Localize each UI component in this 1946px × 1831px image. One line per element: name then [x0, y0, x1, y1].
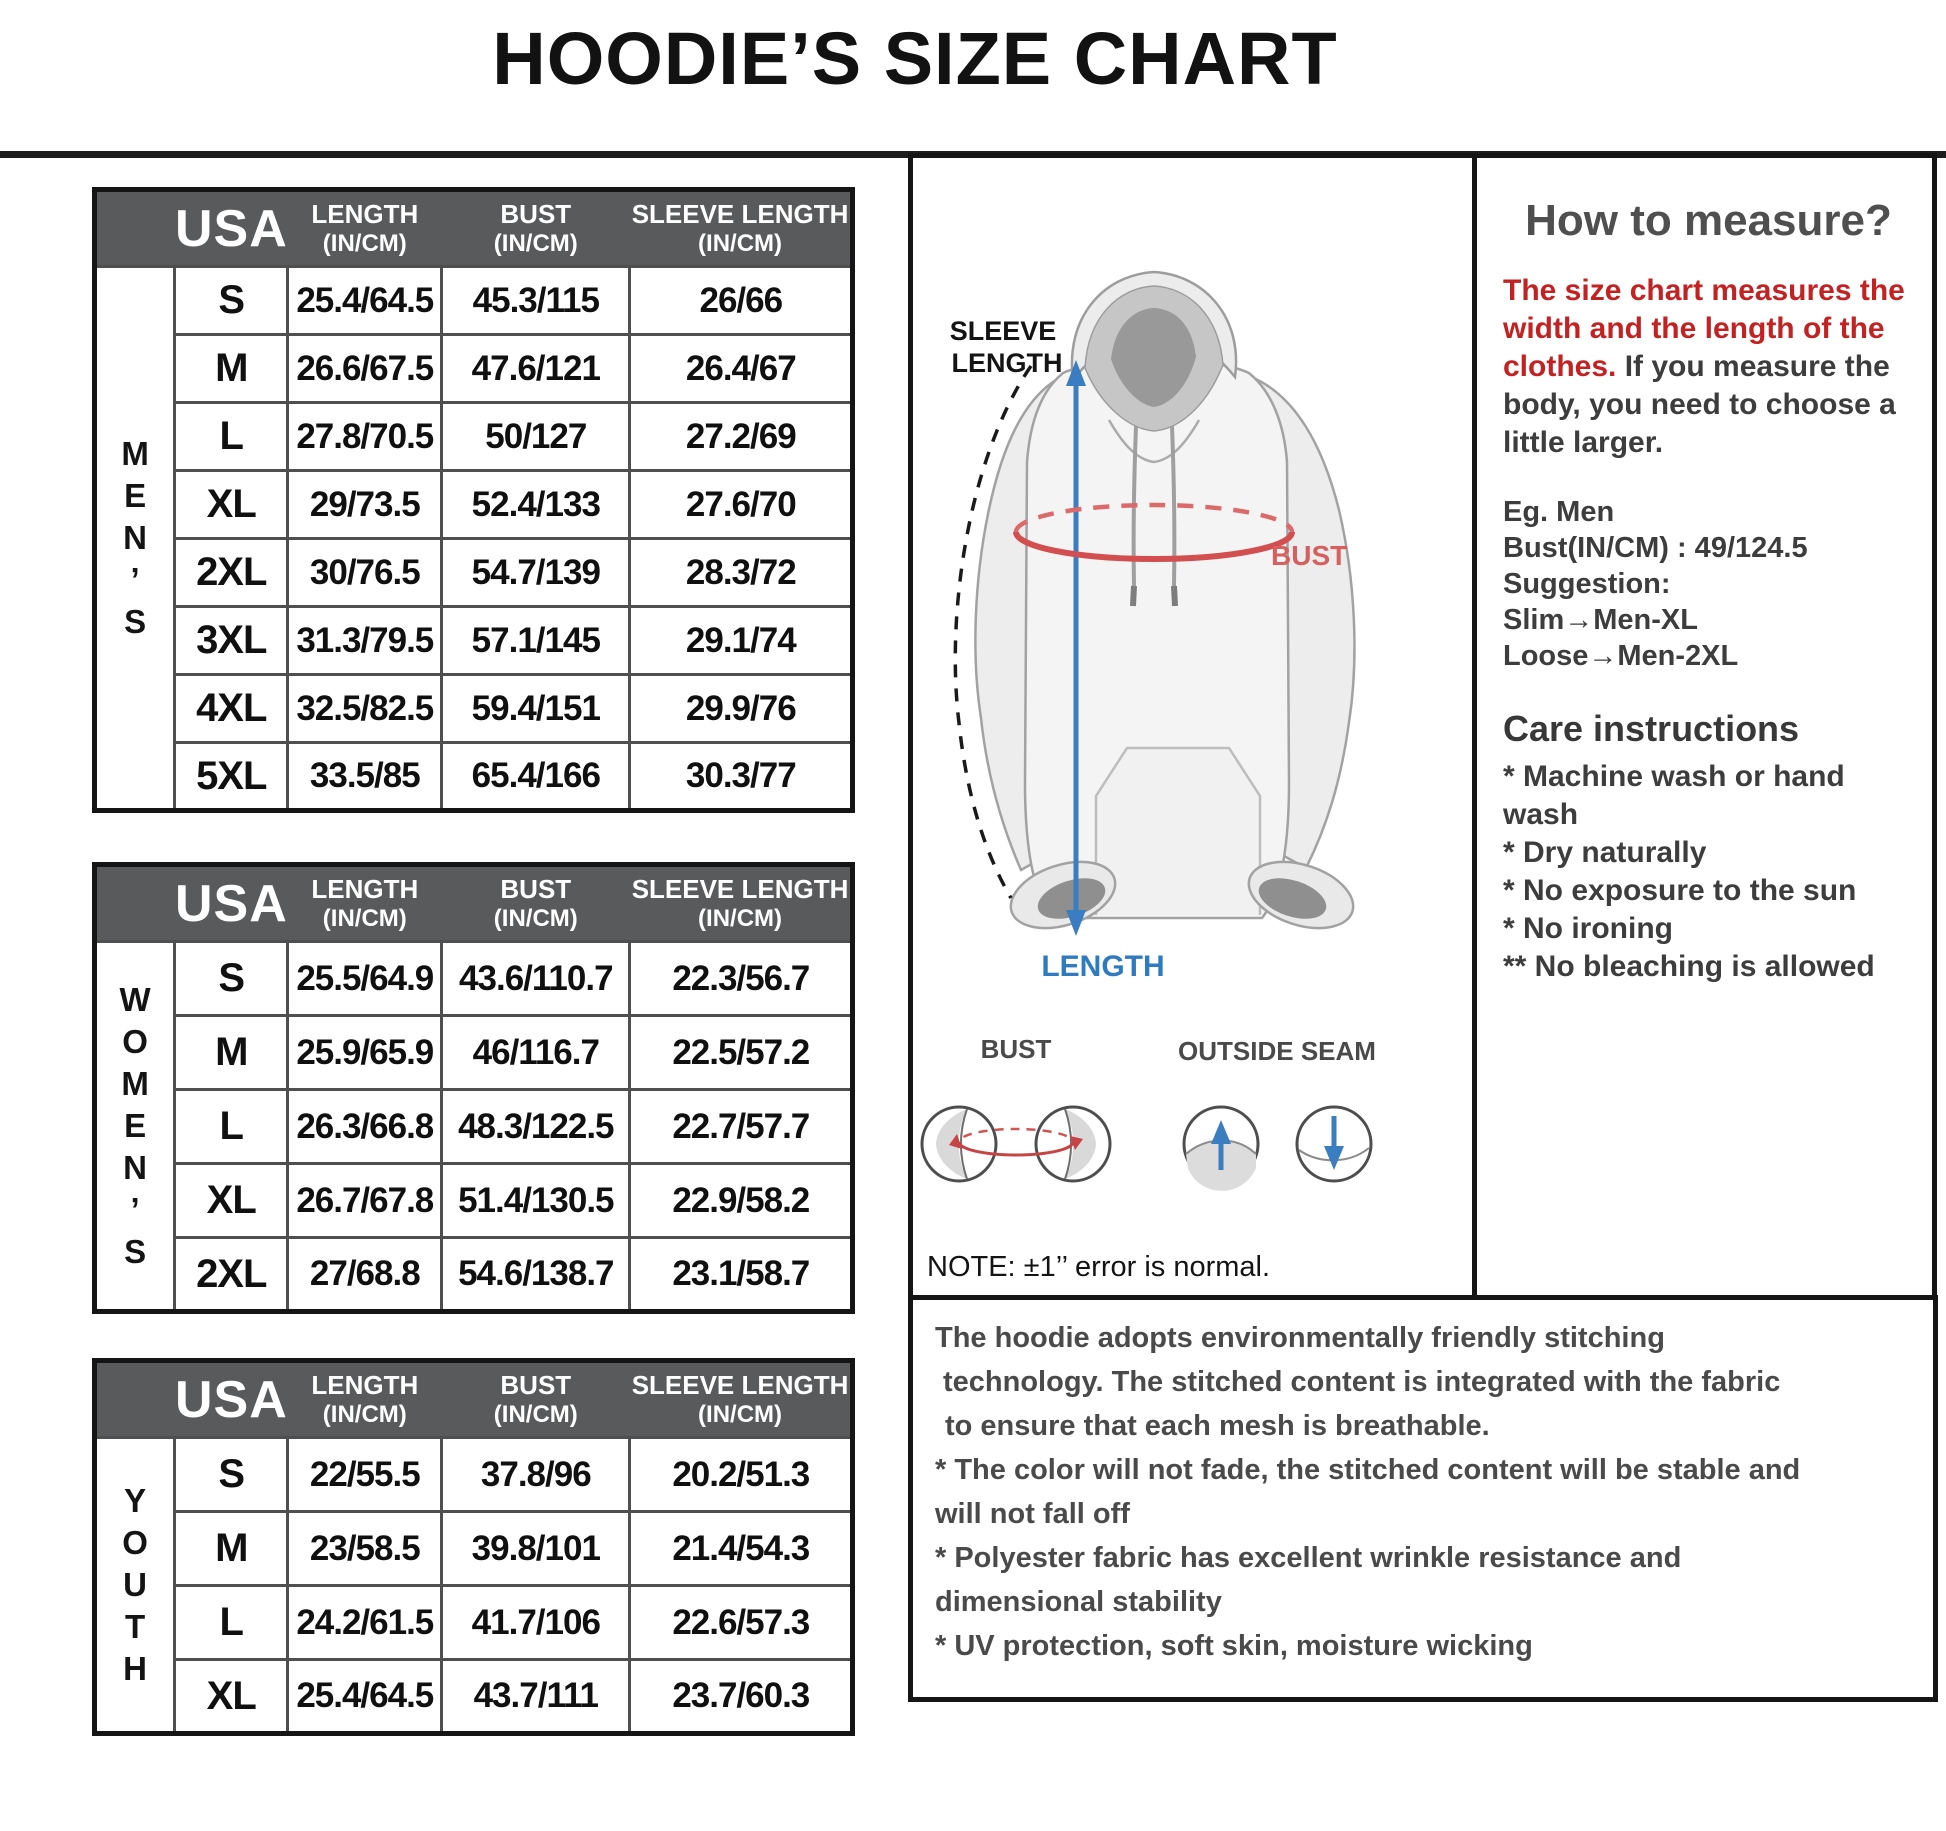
measurement-cell: 25.4/64.5 [288, 267, 442, 335]
bust-measure-diagram-icon [922, 1107, 1110, 1181]
size-row [95, 942, 853, 1016]
description-line: * The color will not fade, the stitched content will be stable and [935, 1454, 1801, 1486]
measurement-cell: 26.4/67 [630, 335, 853, 403]
care-line: * Machine wash or hand wash [1503, 760, 1845, 831]
hoodie-illustration [913, 158, 1472, 1295]
measure-intro-red: The size chart measures the width and the length of the clothes. [1503, 274, 1905, 383]
group-label: Y O U T H [95, 1438, 175, 1734]
measurement-cell: 43.6/110.7 [442, 942, 630, 1016]
care-line: * No ironing [1503, 912, 1673, 945]
column-header: BUST (IN/CM) [442, 865, 630, 942]
measurement-cell: 21.4/54.3 [630, 1512, 853, 1586]
measurement-cell: 52.4/133 [442, 471, 630, 539]
measurement-cell: 26.6/67.5 [288, 335, 442, 403]
size-row [95, 1016, 853, 1090]
measurement-cell: 22.9/58.2 [630, 1164, 853, 1238]
example-line: Eg. Men [1503, 496, 1615, 528]
measurement-cell: 24.2/61.5 [288, 1586, 442, 1660]
drawstring-tip [1133, 586, 1134, 606]
measurement-cell: 59.4/151 [442, 675, 630, 743]
size-row [95, 471, 853, 539]
size-row [95, 1512, 853, 1586]
outside-seam-label: OUTSIDE SEAM [1178, 1036, 1376, 1066]
size-cell: 4XL [175, 675, 288, 743]
care-line: * No exposure to the sun [1503, 874, 1857, 907]
description-line: dimensional stability [935, 1586, 1222, 1618]
size-row [95, 743, 853, 811]
measurement-cell: 23.7/60.3 [630, 1660, 853, 1734]
fabric-description-panel [908, 1295, 1938, 1702]
measurement-cell: 50/127 [442, 403, 630, 471]
drawstring-tip [1174, 586, 1175, 606]
page-title: HOODIE’S SIZE CHART [492, 17, 1338, 100]
measurement-cell: 47.6/121 [442, 335, 630, 403]
example-line: Suggestion: [1503, 568, 1671, 600]
column-header: BUST (IN/CM) [442, 190, 630, 267]
size-row [95, 1586, 853, 1660]
measurement-cell: 37.8/96 [442, 1438, 630, 1512]
measurement-cell: 27/68.8 [288, 1238, 442, 1312]
description-line: * UV protection, soft skin, moisture wicking [935, 1630, 1533, 1662]
example-line: Bust(IN/CM) : 49/124.5 [1503, 532, 1808, 564]
measurement-cell: 45.3/115 [442, 267, 630, 335]
care-line: * Dry naturally [1503, 836, 1707, 869]
table-header-row [95, 190, 853, 267]
measurement-cell: 54.7/139 [442, 539, 630, 607]
measurement-cell: 26/66 [630, 267, 853, 335]
sleeve-length-label: SLEEVE [949, 316, 1057, 346]
measurement-cell: 25.9/65.9 [288, 1016, 442, 1090]
size-row [95, 267, 853, 335]
outside-seam-diagram-icon [1184, 1107, 1371, 1191]
size-cell: L [175, 1090, 288, 1164]
measurement-cell: 26.3/66.8 [288, 1090, 442, 1164]
example-line: Slim→Men-XL [1503, 604, 1698, 636]
column-header: SLEEVE LENGTH (IN/CM) [630, 865, 853, 942]
column-header: LENGTH (IN/CM) [288, 190, 442, 267]
care-instructions [1503, 758, 1914, 986]
column-header: BUST (IN/CM) [442, 1361, 630, 1438]
measurement-cell: 31.3/79.5 [288, 607, 442, 675]
group-label: M E N ’ S [95, 267, 175, 811]
measurement-diagram-panel [908, 153, 1477, 1300]
table-header-row [95, 865, 853, 942]
size-row [95, 1090, 853, 1164]
measurement-cell: 20.2/51.3 [630, 1438, 853, 1512]
kangaroo-pocket [1096, 748, 1260, 915]
size-row [95, 403, 853, 471]
measurement-cell: 32.5/82.5 [288, 675, 442, 743]
size-row [95, 1438, 853, 1512]
care-line: ** No bleaching is allowed [1503, 950, 1875, 983]
usa-header: USA [95, 1361, 288, 1438]
size-row [95, 539, 853, 607]
measurement-cell: 26.7/67.8 [288, 1164, 442, 1238]
size-row [95, 675, 853, 743]
description-line: will not fall off [935, 1498, 1130, 1530]
measurement-cell: 54.6/138.7 [442, 1238, 630, 1312]
measurement-cell: 22.7/57.7 [630, 1090, 853, 1164]
size-cell: 2XL [175, 1238, 288, 1312]
youth-size-table [92, 1358, 855, 1736]
size-cell: S [175, 1438, 288, 1512]
size-cell: XL [175, 1660, 288, 1734]
bust-diagram-label: BUST [980, 1034, 1052, 1064]
description-line: to ensure that each mesh is breathable. [945, 1410, 1490, 1442]
measurement-cell: 28.3/72 [630, 539, 853, 607]
size-cell: S [175, 267, 288, 335]
measurement-cell: 23.1/58.7 [630, 1238, 853, 1312]
care-heading: Care instructions [1503, 708, 1800, 749]
measure-intro [1503, 272, 1914, 462]
sleeve-length-label: LENGTH [951, 348, 1063, 378]
size-row [95, 607, 853, 675]
measurement-cell: 29/73.5 [288, 471, 442, 539]
measurement-cell: 65.4/166 [442, 743, 630, 811]
bust-garment-label: BUST [1271, 540, 1348, 571]
size-cell: XL [175, 1164, 288, 1238]
usa-header: USA [95, 190, 288, 267]
usa-header: USA [95, 865, 288, 942]
size-cell: 5XL [175, 743, 288, 811]
size-row [95, 1238, 853, 1312]
column-header: SLEEVE LENGTH (IN/CM) [630, 190, 853, 267]
size-cell: M [175, 1512, 288, 1586]
measurement-cell: 23/58.5 [288, 1512, 442, 1586]
measurement-cell: 51.4/130.5 [442, 1164, 630, 1238]
size-cell: 3XL [175, 607, 288, 675]
measurement-cell: 33.5/85 [288, 743, 442, 811]
how-to-measure-panel [1472, 153, 1937, 1300]
measurement-cell: 27.2/69 [630, 403, 853, 471]
length-label: LENGTH [1041, 950, 1165, 983]
measure-intro-gray: If you measure the body, you need to choose a little larger. [1503, 350, 1896, 459]
size-cell: M [175, 335, 288, 403]
size-row [95, 1164, 853, 1238]
measurement-cell: 29.9/76 [630, 675, 853, 743]
measure-example [1503, 494, 1914, 674]
measurement-cell: 41.7/106 [442, 1586, 630, 1660]
measurement-cell: 27.8/70.5 [288, 403, 442, 471]
drawstring-right [1172, 426, 1174, 586]
measurement-cell: 27.6/70 [630, 471, 853, 539]
measurement-cell: 25.4/64.5 [288, 1660, 442, 1734]
group-label: W O M E N ’ S [95, 942, 175, 1312]
column-header: LENGTH (IN/CM) [288, 1361, 442, 1438]
measurement-cell: 30/76.5 [288, 539, 442, 607]
size-cell: L [175, 403, 288, 471]
column-header: LENGTH (IN/CM) [288, 865, 442, 942]
measurement-cell: 22/55.5 [288, 1438, 442, 1512]
how-to-measure-heading: How to measure? [1525, 196, 1892, 245]
size-cell: XL [175, 471, 288, 539]
measurement-cell: 22.5/57.2 [630, 1016, 853, 1090]
size-cell: M [175, 1016, 288, 1090]
measurement-cell: 57.1/145 [442, 607, 630, 675]
description-line: * Polyester fabric has excellent wrinkle resistance and [935, 1542, 1682, 1574]
description-line: The hoodie adopts environmentally friendly stitching [935, 1322, 1665, 1354]
column-header: SLEEVE LENGTH (IN/CM) [630, 1361, 853, 1438]
measurement-cell: 22.3/56.7 [630, 942, 853, 1016]
size-cell: 2XL [175, 539, 288, 607]
measurement-cell: 29.1/74 [630, 607, 853, 675]
table-header-row [95, 1361, 853, 1438]
description-line: technology. The stitched content is integrated with the fabric [943, 1366, 1781, 1398]
womens-size-table [92, 862, 855, 1314]
example-line: Loose→Men-2XL [1503, 640, 1739, 672]
measurement-cell: 43.7/111 [442, 1660, 630, 1734]
size-cell: S [175, 942, 288, 1016]
measurement-cell: 39.8/101 [442, 1512, 630, 1586]
measurement-cell: 30.3/77 [630, 743, 853, 811]
measurement-cell: 48.3/122.5 [442, 1090, 630, 1164]
measurement-cell: 46/116.7 [442, 1016, 630, 1090]
size-cell: L [175, 1586, 288, 1660]
measurement-cell: 22.6/57.3 [630, 1586, 853, 1660]
note-text: NOTE: ±1’’ error is normal. [927, 1251, 1271, 1283]
size-row [95, 335, 853, 403]
mens-size-table [92, 187, 855, 813]
size-row [95, 1660, 853, 1734]
measurement-cell: 25.5/64.9 [288, 942, 442, 1016]
